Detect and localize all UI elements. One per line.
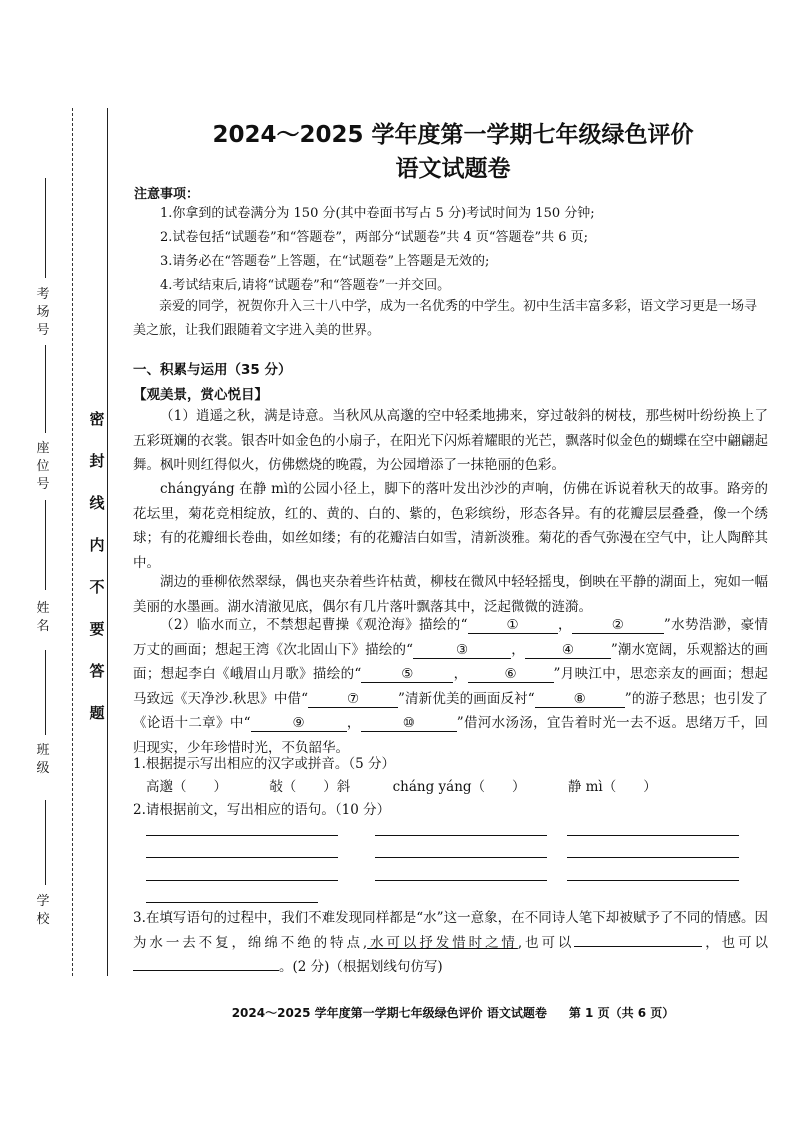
passage-paragraph-1: （1）逍遥之秋，满是诗意。当秋风从高邈的空中轻柔地拂来，穿过敧斜的树枝，那些树叶纷纷换上了五彩斑斓的衣裳。银杏叶如金色的小扇子，在阳光下闪烁着耀眼的光芒，飘落时似金色的蝴蝶在空中翩翩起舞。枫叶则红得似火，仿佛燃烧的晚霞，为公园增添了一抹艳丽的色彩。 [133,408,768,473]
fill-in-poems-paragraph: （2）临水而立，不禁想起曹操《观沧海》描绘的“ ① ， ② ”水势浩渺，豪情万丈的画面；想起王湾《次北固山下》描绘的“ ③ ， ④ ”潮水宽阔，乐观豁达的画面；想起李白《峨眉山月歌》描绘的“ ⑤ ， ⑥ ”月映江中，思恋亲友的画面；想起马致远《天净沙.秋思》中借“ ⑦ ”清新优美的画面反衬“ ⑧ ”的游子愁思；也引发了《论语十二章》中“ ⑨ ， ⑩ ”借河水汤汤，宜告着时光一去不返。思绪万千，回归现实，少年珍惜时光，不负韶华。 [133,617,769,756]
note-item: 3.请务必在“答题卷”上答题，在“试题卷”上答题是无效的; [160,254,490,269]
question-1: 1.根据提示写出相应的汉字或拼音。（5 分） [133,756,396,772]
class-label: 班级 [36,743,50,776]
exam-room-label: 考场号 [36,287,50,338]
exam-title: 2024～2025 学年度第一学期七年级绿色评价 [212,122,694,148]
answer-line[interactable] [567,880,739,881]
school-line [45,800,46,885]
binding-solid-line [107,108,108,976]
passage-paragraph-2: chángyáng 在静 mì的公园小径上，脚下的落叶发出沙沙的声响，仿佛在诉说着秋天的故事。路旁的花坛里，菊花竞相绽放，红的、黄的、白的、紫的，色彩缤纷，形态各异。有的花瓣层层叠叠，像一个绣球；有的花瓣细长卷曲，如丝如缕；有的花瓣洁白如雪，清新淡雅。菊花的香气弥漫在空气中，让人陶醉其中。 [133,481,768,571]
name-label: 姓名 [36,601,50,634]
answer-line[interactable] [567,857,739,858]
answer-line[interactable] [146,880,338,881]
note-item: 2.试卷包括“试题卷”和“答题卷”，两部分“试题卷”共 4 页“答题卷”共 6 页; [160,230,589,245]
q3-underlined-sentence: 水可以抒发惜时之情 [367,934,518,951]
answer-line[interactable] [375,857,547,858]
exam-room-line [45,178,46,278]
q3-blank-1[interactable] [574,946,702,947]
class-line [45,650,46,735]
q1-item-jingmi[interactable]: 静 mì（ ） [567,779,657,795]
blank-2[interactable]: ② [572,617,664,634]
answer-line[interactable] [146,835,338,836]
blank-1[interactable]: ① [468,617,558,634]
school-label: 学校 [36,894,50,927]
q1-item-changyang[interactable]: cháng yáng（ ） [392,779,526,795]
blank-3[interactable]: ③ [413,642,511,659]
question-1-items [146,775,695,795]
seat-label: 座位号 [36,441,50,492]
note-item: 4.考试结束后,请将“试题卷”和“答题卷”一并交回。 [160,278,451,293]
section-heading: 一、积累与运用（35 分） [133,362,292,378]
q3-blank-2[interactable] [133,970,279,971]
seal-line-notice: 密 封 线 内 不 要 答 题 [89,410,105,722]
name-line [45,500,46,590]
passage-paragraph-3: 湖边的垂柳依然翠绿，偶也夹杂着些许枯黄，柳枝在微风中轻轻摇曳，倒映在平静的湖面上，宛如一幅美丽的水墨画。湖水清澈见底，偶尔有几片落叶飘落其中，泛起微微的涟漪。 [133,574,768,615]
binding-dashed-line [72,108,73,976]
exam-subtitle: 语文试题卷 [395,156,511,182]
blank-9[interactable]: ⑨ [251,715,347,732]
intro-paragraph: 亲爱的同学，祝贺你升入三十八中学，成为一名优秀的中学生。初中生活丰富多彩，语文学习更是一场寻美之旅，让我们跟随着文字进入美的世界。 [133,299,758,338]
page-number: 第 1 页（共 6 页） [568,1006,675,1020]
section-subheading: 【观美景，赏心悦目】 [133,387,268,403]
answer-line[interactable] [146,902,318,903]
blank-10[interactable]: ⑩ [361,715,457,732]
blank-5[interactable]: ⑤ [361,666,453,683]
answer-line[interactable] [146,857,338,858]
q1-item-gaomiao[interactable]: 高邈（ ） [146,779,227,795]
blank-4[interactable]: ④ [525,642,611,659]
question-2: 2.请根据前文，写出相应的语句。（10 分） [133,802,391,818]
answer-line[interactable] [375,835,547,836]
answer-line[interactable] [567,835,739,836]
seat-line [45,345,46,433]
question-3: 3.在填写语句的过程中，我们不难发现同样都是“水”这一意象，在不同诗人笔下却被赋予了不同的情感。因为水一去不复，绵绵不绝的特点,水可以抒发惜时之情,也可以 ，也可以。(2 分)（根据划线句仿写) [133,910,769,975]
note-item: 1.你拿到的试卷满分为 150 分(其中卷面书写占 5 分)考试时间为 150 分钟; [160,206,595,221]
q1-item-xie[interactable]: 敧（ ）斜 [269,779,351,795]
blank-7[interactable]: ⑦ [308,691,398,708]
answer-line[interactable] [375,880,547,881]
notes-heading: 注意事项： [134,187,200,202]
page-footer: 2024～2025 学年度第一学期七年级绿色评价 语文试题卷 第 1 页（共 6 页） [231,1006,675,1020]
blank-8[interactable]: ⑧ [535,691,625,708]
blank-6[interactable]: ⑥ [468,666,554,683]
